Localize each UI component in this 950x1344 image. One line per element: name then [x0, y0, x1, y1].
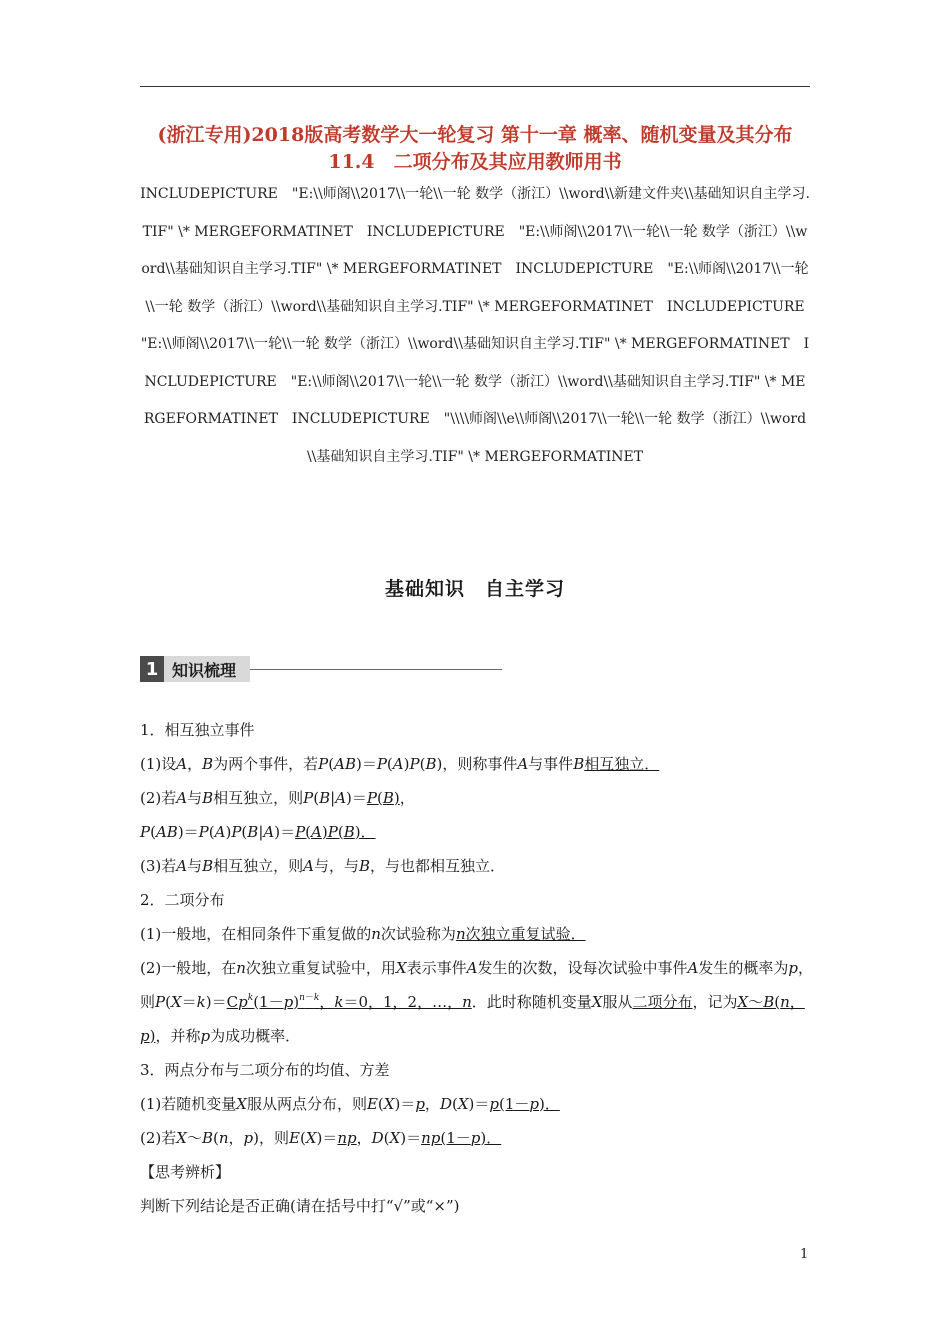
knowledge-section-header — [140, 656, 502, 682]
page-number: 1 — [800, 1247, 809, 1262]
document-title: (浙江专用)2018版高考数学大一轮复习 第十一章 概率、随机变量及其分布 11.4 二项分布及其应用教师用书 — [157, 124, 793, 173]
think-discuss-heading: 【思考辨析】 — [140, 1163, 231, 1181]
includepicture-field-text: INCLUDEPICTURE "E:\\师阁\\2017\\一轮\\一轮 数学（浙江）\\word\\新建文件夹\\基础知识自主学习.TIF" \* MERGEFORMATINET INCLUDEPICTURE "E:\\师阁\\2017\\一轮\\一轮 数学（浙江）\\word\\基础知识自主学习.TIF" \* MERGEFORMATINET INCLUDEPICTURE "E:\\师阁\\2017\\一轮\\一轮 数学（浙江）\\word\\基础知识自主学习.TIF" \* MERGEFORMATINET INCLUDEPICTURE "E:\\师阁\\2017\\一轮\\一轮 数学（浙江）\\word\\基础知识自主学习.TIF" \* MERGEFORMATINET INCLUDEPICTURE "E:\\师阁\\2017\\一轮\\一轮 数学（浙江）\\word\\基础知识自主学习.TIF" \* MERGEFORMATINET INCLUDEPICTURE "\\\\师阁\\e\\师阁\\2017\\一轮\\一轮 数学（浙江）\\word\\基础知识自主学习.TIF" \* MERGEFORMATINET — [140, 186, 819, 465]
paragraph-1-3: (3)若A与B相互独立，则A与，与B，与也都相互独立． — [140, 857, 506, 875]
heading-binomial-distribution: 2．二项分布 — [140, 891, 225, 909]
heading-mean-variance: 3．两点分布与二项分布的均值、方差 — [140, 1061, 390, 1079]
paragraph-1-1: (1)设A，B为两个事件，若P(AB)＝P(A)P(B)，则称事件A与事件B相互独立． — [140, 755, 660, 773]
top-rule — [140, 86, 810, 87]
paragraph-2-1: (1)一般地，在相同条件下重复做的n次试验称为n次独立重复试验． — [140, 925, 586, 943]
judge-instruction: 判断下列结论是否正确(请在括号中打“√”或“×”) — [140, 1197, 460, 1215]
paragraph-1-2: (2)若A与B相互独立，则P(B|A)＝P(B)， — [140, 789, 415, 807]
section-header-rule — [250, 669, 502, 670]
section-number-badge: 1 — [140, 656, 164, 682]
paragraph-2-2: (2)一般地，在n次独立重复试验中，用X表示事件A发生的次数，设每次试验中事件A发生的概率为p，则$P(X=k)=Cp^k(1-p)^{n-k}$，k＝0，1，2，…，n．此时称随机变量X服从二项分布，记为X～B(n，p)，并称p为成功概率． — [140, 959, 813, 1045]
heading-independent-events: 1．相互独立事件 — [140, 721, 255, 739]
section-label: 知识梳理 — [164, 656, 250, 682]
section-title: 基础知识 自主学习 — [384, 578, 565, 600]
paragraph-1-2b: P(AB)＝P(A)P(B|A)＝P(A)P(B)． — [140, 823, 376, 841]
paragraph-3-2: (2)若X～B(n，p)，则E(X)＝np，D(X)＝np(1－p)． — [140, 1129, 502, 1147]
main-content — [140, 713, 816, 1223]
paragraph-3-1: (1)若随机变量X服从两点分布，则E(X)＝p，D(X)＝p(1－p)． — [140, 1095, 560, 1113]
